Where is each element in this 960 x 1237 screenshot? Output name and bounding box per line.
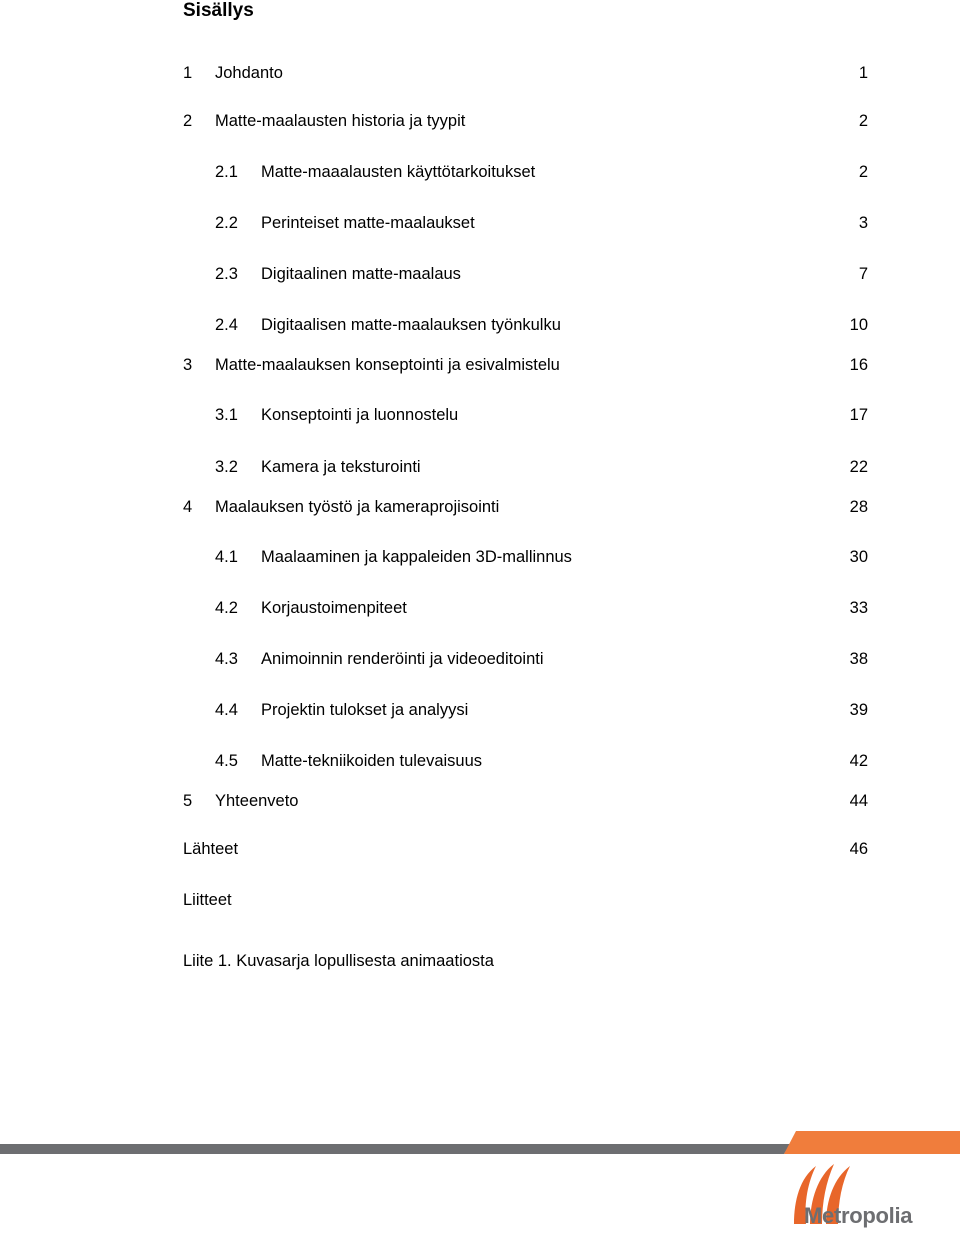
toc-title: Liitteet [183,891,232,909]
toc-title: Perinteiset matte-maalaukset [261,214,475,232]
toc-page-number: 17 [849,406,868,424]
page-title: Sisällys [183,0,254,21]
toc-number: 4 [183,498,193,516]
toc-number: 4.3 [215,650,238,668]
toc-page-number: 22 [849,458,868,476]
toc-title: Konseptointi ja luonnostelu [261,406,459,424]
toc-number: 5 [183,792,193,810]
toc-number: 1 [183,64,193,82]
metropolia-logo-text: Metropolia [804,1203,913,1228]
toc-title: Yhteenveto [215,792,299,810]
toc-page-number: 44 [849,792,868,810]
toc-page-number: 16 [849,356,868,374]
toc-number: 4.2 [215,599,238,617]
footer-gray-stripe [0,1144,790,1154]
toc-number: 2.3 [215,265,238,283]
toc-page-number: 42 [849,752,868,770]
toc-page-number: 1 [858,64,868,82]
toc-page-number: 7 [858,265,868,283]
toc-title: Matte-maalauksen konseptointi ja esivalmistelu [215,356,560,374]
toc-number: 3.2 [215,458,238,476]
toc-number: 2 [183,112,193,130]
toc-title: Digitaalinen matte-maalaus [261,265,461,283]
toc-page-number: 38 [849,650,868,668]
toc-title: Digitaalisen matte-maalauksen työnkulku [261,316,561,334]
toc-page-number: 39 [849,701,868,719]
toc-title: Korjaustoimenpiteet [261,599,407,617]
toc-page-number: 2 [858,163,868,181]
toc-title: Lähteet [183,840,239,858]
toc-title: Projektin tulokset ja analyysi [261,701,469,719]
toc-page-number: 2 [858,112,868,130]
toc-page-number: 10 [849,316,868,334]
toc-number: 2.2 [215,214,238,232]
toc-number: 4.4 [215,701,238,719]
toc-page-number: 46 [849,840,868,858]
toc-page-number: 28 [849,498,868,516]
toc-number: 4.5 [215,752,238,770]
toc-number: 3 [183,356,193,374]
toc-number: 2.4 [215,316,238,334]
toc-title: Maalauksen työstö ja kameraprojisointi [215,498,500,516]
toc-title: Matte-maaalausten käyttötarkoitukset [261,163,536,181]
toc-number: 3.1 [215,406,238,424]
toc-title: Animoinnin renderöinti ja videoeditointi [261,650,544,668]
toc-number: 4.1 [215,548,238,566]
toc-number: 2.1 [215,163,238,181]
toc-page-number: 30 [849,548,868,566]
toc-title: Matte-maalausten historia ja tyypit [215,112,466,130]
toc-page-number: 3 [858,214,868,232]
toc-title: Matte-tekniikoiden tulevaisuus [261,752,483,770]
footer-orange-stripe [784,1131,960,1154]
appendix-item: Liite 1. Kuvasarja lopullisesta animaatiosta [183,952,494,970]
toc-title: Kamera ja teksturointi [261,458,421,476]
toc-title: Maalaaminen ja kappaleiden 3D-mallinnus [261,548,572,566]
toc-page-number: 33 [849,599,868,617]
toc-title: Johdanto [215,64,283,82]
